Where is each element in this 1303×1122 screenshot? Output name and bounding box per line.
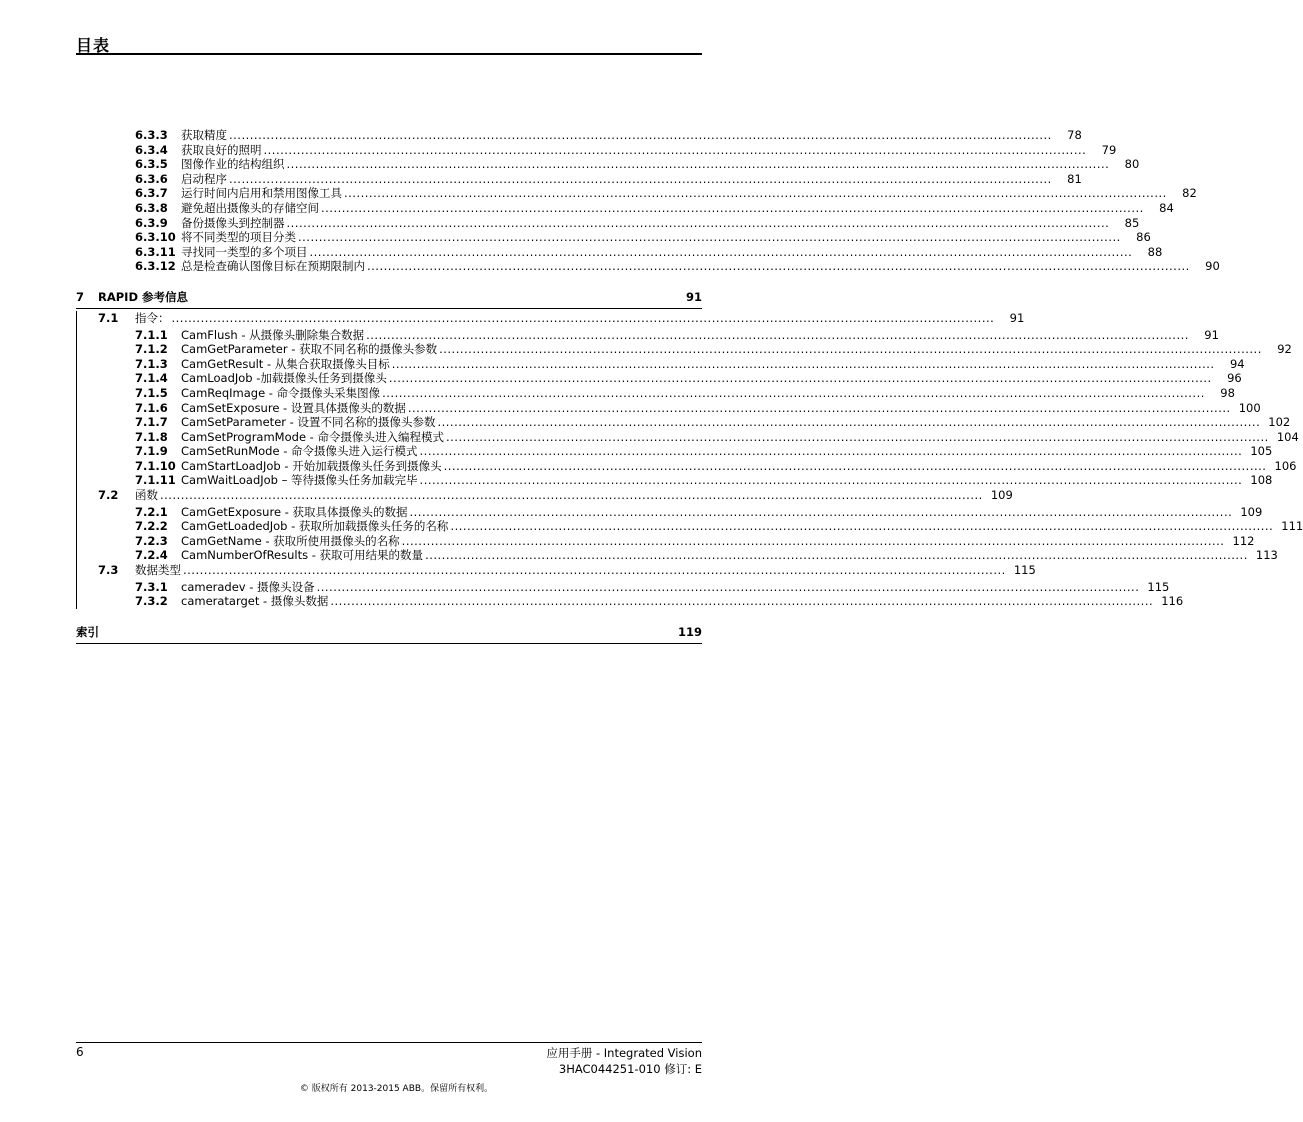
toc-page-number: 91 — [1204, 327, 1219, 342]
toc-page-number: 104 — [1276, 429, 1299, 444]
toc-chapter-7-block — [76, 310, 1303, 609]
toc-leader: ...................................................................................................................................................................................................... — [160, 488, 983, 503]
toc-leader: ...................................................................................................................................................................................................... — [366, 327, 1189, 342]
toc-entry[interactable] — [77, 579, 1170, 595]
toc-leader: ...................................................................................................................................................................................................... — [316, 579, 1140, 594]
toc-entry-title: CamLoadJob -加载摄像头任务到摄像头 — [181, 371, 387, 386]
toc-index-title: 索引 — [76, 624, 99, 639]
toc-entry-title: CamNumberOfResults - 获取可用结果的数量 — [181, 548, 424, 563]
toc-leader: ...................................................................................................................................................................................................... — [298, 230, 1121, 245]
toc-page-number: 81 — [1067, 171, 1082, 186]
toc-entry-title: 寻找同一类型的多个项目 — [181, 244, 308, 259]
toc-entry-title: cameratarget - 摄像头数据 — [181, 594, 329, 609]
toc-entry[interactable] — [76, 142, 1117, 158]
toc-entry-number: 6.3.10 — [135, 230, 176, 245]
toc-leader: ...................................................................................................................................................................................................... — [439, 342, 1262, 357]
toc-page-number: 78 — [1067, 128, 1082, 142]
footer-rule — [76, 1042, 702, 1043]
toc-page-number: 91 — [1009, 310, 1025, 325]
toc-index[interactable] — [76, 621, 702, 644]
toc-entry-number: 7.1.11 — [135, 473, 176, 488]
toc-entry-title: CamGetName - 获取所使用摄像头的名称 — [181, 533, 400, 548]
toc-entry[interactable] — [77, 327, 1219, 343]
toc-leader: ...................................................................................................................................................................................................... — [445, 429, 1269, 444]
toc-leader: ...................................................................................................................................................................................................... — [419, 444, 1243, 459]
toc-section-7-3[interactable] — [77, 563, 1036, 578]
toc-page-number: 88 — [1147, 244, 1163, 259]
toc-entry-number: 6.3.3 — [135, 128, 168, 142]
toc-entry-title: CamGetParameter - 获取不同名称的摄像头参数 — [181, 342, 438, 357]
toc-entry-number: 7.1.4 — [135, 371, 168, 386]
toc-leader: ...................................................................................................................................................................................................... — [391, 356, 1215, 371]
toc-entry-number: 7.1.5 — [135, 385, 168, 400]
toc-section-title: 函数 — [135, 488, 158, 503]
toc-page-number: 84 — [1159, 200, 1174, 215]
toc-page-number: 86 — [1136, 230, 1151, 245]
toc-page-number: 100 — [1238, 400, 1261, 415]
toc-page-number: 112 — [1232, 533, 1255, 548]
toc-entry[interactable] — [77, 548, 1278, 563]
toc-section-7-2-items — [77, 504, 1303, 563]
toc-leader: ...................................................................................................................................................................................................... — [443, 458, 1267, 473]
toc-entry-title: CamGetResult - 从集合获取摄像头目标 — [181, 356, 390, 371]
toc-entry[interactable] — [76, 128, 1082, 143]
toc-entry-title: CamGetExposure - 获取具体摄像头的数据 — [181, 504, 408, 519]
toc-leader: ...................................................................................................................................................................................................... — [407, 400, 1231, 415]
toc-entry-number: 7.1.9 — [135, 444, 168, 459]
toc-entry[interactable] — [76, 244, 1163, 260]
toc-entry-title: 获取精度 — [181, 128, 227, 142]
toc-entry-number: 7.1.2 — [135, 342, 168, 357]
toc-leader: ...................................................................................................................................................................................................... — [229, 171, 1052, 186]
toc-section-number: 7.1 — [98, 310, 119, 325]
toc-page-number: 106 — [1274, 458, 1297, 473]
toc-entry-title: 获取良好的照明 — [181, 142, 262, 157]
footer-manual-title: 应用手册 - Integrated Vision — [546, 1046, 702, 1060]
toc-leader: ...................................................................................................................................................................................................... — [419, 473, 1243, 488]
toc-entry-title: 将不同类型的项目分类 — [181, 230, 296, 245]
toc-entry-title: CamStartLoadJob - 开始加载摄像头任务到摄像头 — [181, 458, 442, 473]
toc-leader: ...................................................................................................................................................................................................... — [425, 548, 1248, 563]
toc-entry[interactable] — [77, 519, 1303, 534]
toc-page-number: 102 — [1268, 415, 1291, 430]
toc-page-number: 115 — [1147, 579, 1170, 594]
toc-entry[interactable] — [77, 342, 1292, 357]
toc-section-6-tail — [76, 128, 1220, 274]
toc-entry-title: CamWaitLoadJob – 等待摄像头任务加载完毕 — [181, 473, 418, 488]
page-header-title: 目表 — [76, 36, 111, 55]
toc-page-number: 109 — [990, 488, 1013, 503]
toc-page-number: 92 — [1277, 342, 1292, 357]
toc-entry[interactable] — [76, 186, 1197, 201]
toc-entry[interactable] — [76, 157, 1140, 172]
toc-leader: ...................................................................................................................................................................................................... — [344, 186, 1167, 201]
toc-entry[interactable] — [76, 259, 1220, 274]
toc-entry-number: 7.2.4 — [135, 548, 168, 563]
toc-entry[interactable] — [76, 200, 1174, 216]
toc-page-number: 80 — [1124, 157, 1140, 172]
toc-page-number: 91 — [685, 289, 702, 304]
toc-page-number: 79 — [1101, 142, 1117, 157]
toc-section-number: 7.3 — [98, 563, 119, 578]
footer-doc-id: 3HAC044251-010 修订: E — [558, 1062, 702, 1076]
toc-leader: ...................................................................................................................................................................................................... — [309, 244, 1133, 259]
toc-leader: ...................................................................................................................................................................................................... — [437, 415, 1261, 430]
toc-leader: ...................................................................................................................................................................................................... — [229, 128, 1052, 142]
toc-entry[interactable] — [77, 371, 1242, 386]
toc-entry[interactable] — [77, 429, 1299, 445]
toc-entry[interactable] — [76, 215, 1140, 231]
toc-entry-title: 运行时间内启用和禁用图像工具 — [181, 186, 342, 201]
copyright-notice: © 版权所有 2013-2015 ABB。保留所有权利。 — [299, 1084, 494, 1094]
toc-entry-title: CamFlush - 从摄像头删除集合数据 — [181, 327, 365, 342]
toc-entry-title: CamSetExposure - 设置具体摄像头的数据 — [181, 400, 406, 415]
toc-page-number: 115 — [1013, 563, 1036, 578]
toc-entry[interactable] — [77, 473, 1273, 488]
toc-entry[interactable] — [77, 356, 1245, 372]
header-rule — [76, 53, 702, 55]
toc-section-number: 7.2 — [98, 488, 119, 503]
toc-entry-title: CamSetProgramMode - 命令摄像头进入编程模式 — [181, 429, 444, 444]
toc-entry[interactable] — [77, 400, 1261, 416]
toc-page-number: 113 — [1255, 548, 1278, 563]
toc-leader: ...................................................................................................................................................................................................... — [321, 200, 1144, 215]
toc-leader: ...................................................................................................................................................................................................... — [409, 504, 1233, 519]
toc-entry-number: 6.3.4 — [135, 142, 168, 157]
toc-chapter-title: RAPID 参考信息 — [98, 289, 189, 304]
toc-entry-title: CamReqImage - 命令摄像头采集图像 — [181, 385, 381, 400]
toc-page-number: 98 — [1220, 385, 1235, 400]
toc-leader: ...................................................................................................................................................................................................... — [330, 594, 1154, 609]
toc-entry-title: CamSetRunMode - 命令摄像头进入运行模式 — [181, 444, 418, 459]
toc-leader: ...................................................................................................................................................................................................... — [286, 215, 1110, 230]
toc-section-7-1-items — [77, 327, 1299, 489]
toc-entry-number: 7.2.3 — [135, 533, 168, 548]
toc-leader: ...................................................................................................................................................................................................... — [450, 519, 1274, 534]
toc-section-7-1[interactable] — [77, 310, 1025, 326]
toc-entry-number: 6.3.12 — [135, 259, 176, 274]
toc-entry-number: 7.1.10 — [135, 458, 176, 473]
toc-page-number: 105 — [1250, 444, 1273, 459]
toc-page-number: 85 — [1124, 215, 1140, 230]
toc-section-title: 指令： — [135, 310, 170, 325]
toc-entry[interactable] — [77, 444, 1273, 459]
toc-page-number: 108 — [1250, 473, 1273, 488]
toc-entry-number: 7.1.6 — [135, 400, 168, 415]
toc-entry-number: 6.3.5 — [135, 157, 168, 172]
toc-entry[interactable] — [77, 504, 1263, 520]
toc-section-title: 数据类型 — [135, 563, 181, 578]
toc-entry-number: 7.1.1 — [135, 327, 168, 342]
toc-entry[interactable] — [77, 458, 1297, 474]
toc-entry[interactable] — [77, 594, 1184, 609]
toc-entry-number: 7.1.3 — [135, 356, 168, 371]
toc-entry-title: CamGetLoadedJob - 获取所加载摄像头任务的名称 — [181, 519, 449, 534]
toc-entry[interactable] — [76, 171, 1082, 187]
toc-entry-number: 7.2.2 — [135, 519, 168, 534]
toc-entry-number: 6.3.8 — [135, 200, 168, 215]
toc-section-7-2[interactable] — [77, 488, 1013, 503]
toc-entry-number: 6.3.11 — [135, 244, 176, 259]
toc-entry-title: 避免超出摄像头的存储空间 — [181, 200, 319, 215]
toc-chapter-7[interactable] — [76, 286, 702, 309]
toc-page-number: 116 — [1161, 594, 1184, 609]
toc-leader: ...................................................................................................................................................................................................... — [401, 533, 1225, 548]
toc-entry-title: cameradev - 摄像头设备 — [181, 579, 315, 594]
toc-entry-title: 图像作业的结构组织 — [181, 157, 285, 172]
toc-entry-number: 7.3.2 — [135, 594, 168, 609]
toc-section-7-3-items — [77, 579, 1184, 609]
toc-leader: ...................................................................................................................................................................................................... — [286, 157, 1110, 172]
toc-leader: ...................................................................................................................................................................................................... — [183, 563, 1006, 578]
toc-entry-number: 7.3.1 — [135, 579, 168, 594]
table-of-contents — [76, 128, 1303, 644]
toc-entry-title: CamSetParameter - 设置不同名称的摄像头参数 — [181, 415, 436, 430]
toc-entry-number: 7.1.7 — [135, 415, 168, 430]
footer-page-number: 6 — [76, 1045, 84, 1059]
toc-page-number: 94 — [1229, 356, 1245, 371]
toc-page-number: 90 — [1205, 259, 1220, 274]
toc-entry-title: 总是检查确认图像目标在预期限制内 — [181, 259, 365, 274]
toc-entry-number: 6.3.7 — [135, 186, 168, 201]
toc-entry-title: 启动程序 — [181, 171, 227, 186]
toc-entry-title: 备份摄像头到控制器 — [181, 215, 285, 230]
toc-entry-number: 6.3.9 — [135, 215, 168, 230]
toc-leader: ...................................................................................................................................................................................................... — [263, 142, 1087, 157]
toc-entry-number: 7.1.8 — [135, 429, 168, 444]
toc-leader: ...................................................................................................................................................................................................... — [171, 310, 995, 325]
toc-page-number: 111 — [1281, 519, 1303, 534]
toc-page-number: 119 — [677, 624, 702, 639]
toc-page-number: 109 — [1240, 504, 1263, 519]
footer-doc-info — [546, 1045, 702, 1077]
toc-leader: ...................................................................................................................................................................................................... — [382, 385, 1205, 400]
toc-page-number: 96 — [1227, 371, 1242, 386]
toc-entry[interactable] — [77, 415, 1291, 430]
toc-entry[interactable] — [76, 230, 1151, 245]
toc-leader: ...................................................................................................................................................................................................... — [388, 371, 1212, 386]
toc-entry-number: 6.3.6 — [135, 171, 168, 186]
toc-page-number: 82 — [1182, 186, 1197, 201]
toc-entry[interactable] — [77, 533, 1255, 549]
toc-entry-number: 7.2.1 — [135, 504, 168, 519]
toc-leader: ...................................................................................................................................................................................................... — [367, 259, 1190, 274]
toc-entry[interactable] — [77, 385, 1235, 401]
toc-chapter-number: 7 — [76, 289, 85, 304]
